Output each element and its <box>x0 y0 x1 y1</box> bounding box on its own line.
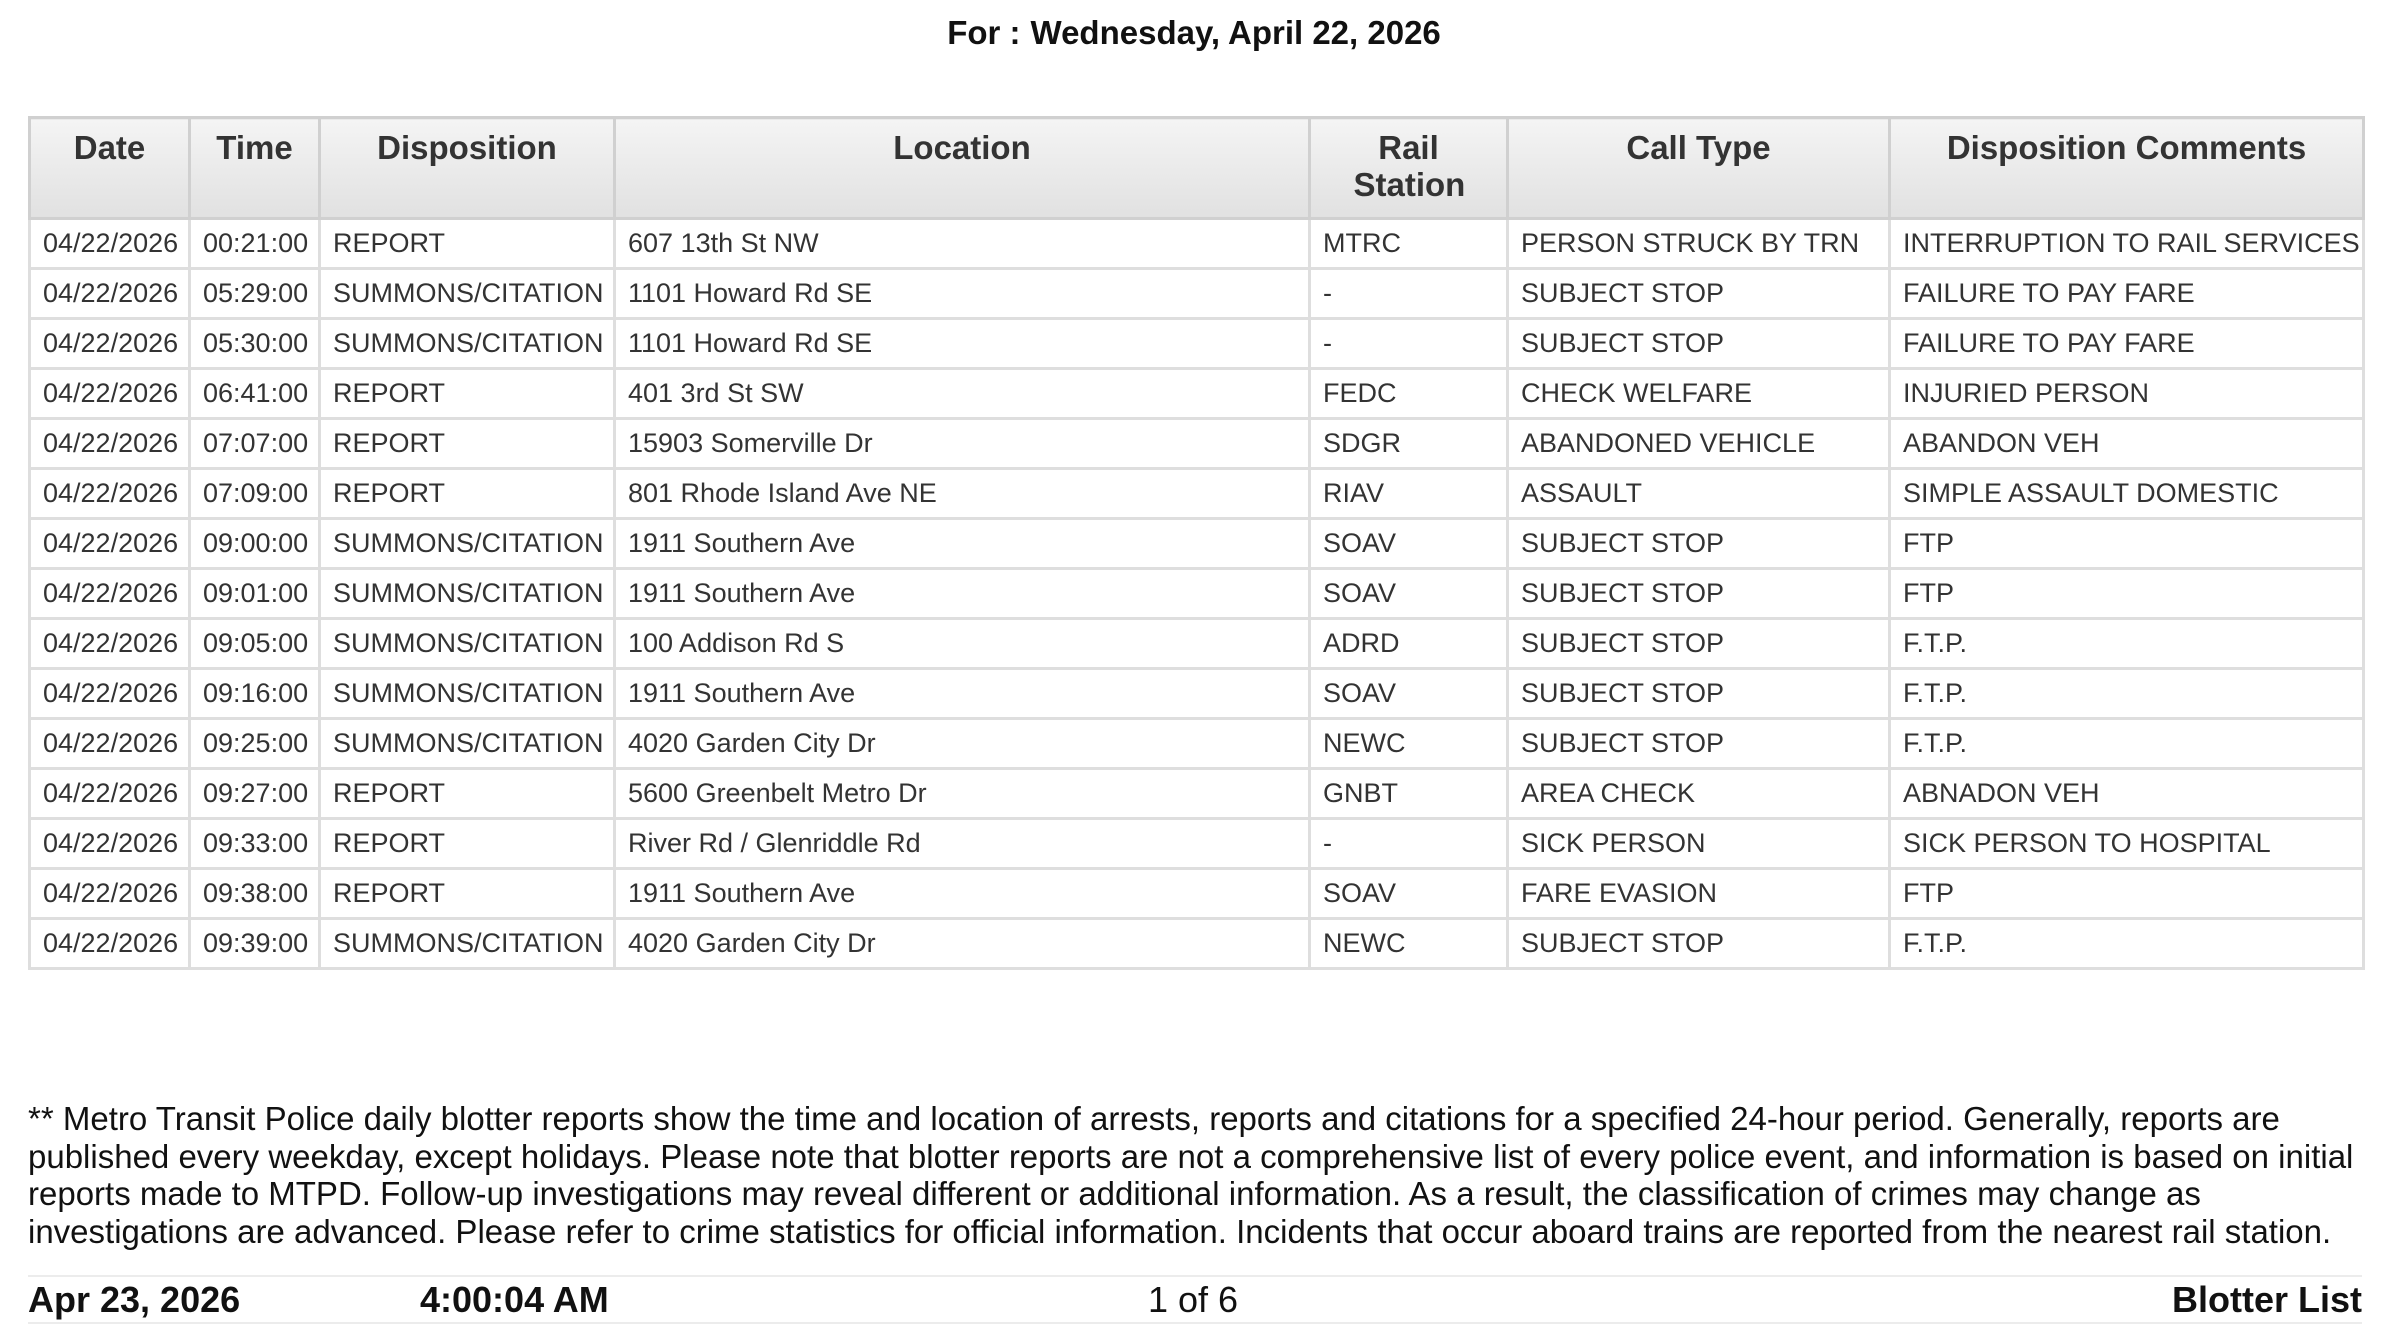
cell-date: 04/22/2026 <box>30 469 190 519</box>
cell-disposition: SUMMONS/CITATION <box>320 569 615 619</box>
cell-date: 04/22/2026 <box>30 669 190 719</box>
page-footer <box>28 1275 2362 1324</box>
cell-call-type: SICK PERSON <box>1508 819 1890 869</box>
cell-date: 04/22/2026 <box>30 419 190 469</box>
cell-disposition-comments: F.T.P. <box>1890 919 2364 969</box>
col-header-location: Location <box>615 118 1310 219</box>
cell-rail-station: NEWC <box>1310 719 1508 769</box>
cell-rail-station: RIAV <box>1310 469 1508 519</box>
cell-location: 801 Rhode Island Ave NE <box>615 469 1310 519</box>
table-row <box>30 769 2364 819</box>
cell-rail-station: - <box>1310 319 1508 369</box>
cell-disposition-comments: SIMPLE ASSAULT DOMESTIC <box>1890 469 2364 519</box>
cell-location: 1911 Southern Ave <box>615 669 1310 719</box>
cell-rail-station: - <box>1310 269 1508 319</box>
cell-disposition-comments: FTP <box>1890 569 2364 619</box>
table-row <box>30 819 2364 869</box>
cell-time: 09:33:00 <box>190 819 320 869</box>
cell-disposition: SUMMONS/CITATION <box>320 669 615 719</box>
cell-rail-station: - <box>1310 819 1508 869</box>
cell-call-type: FARE EVASION <box>1508 869 1890 919</box>
table-row <box>30 469 2364 519</box>
cell-call-type: ASSAULT <box>1508 469 1890 519</box>
cell-call-type: SUBJECT STOP <box>1508 269 1890 319</box>
blotter-table <box>28 116 2365 970</box>
cell-rail-station: FEDC <box>1310 369 1508 419</box>
cell-rail-station: ADRD <box>1310 619 1508 669</box>
cell-time: 09:39:00 <box>190 919 320 969</box>
table-header-row <box>30 118 2364 219</box>
cell-call-type: PERSON STRUCK BY TRN <box>1508 219 1890 269</box>
cell-location: 1911 Southern Ave <box>615 519 1310 569</box>
cell-date: 04/22/2026 <box>30 619 190 669</box>
cell-time: 00:21:00 <box>190 219 320 269</box>
cell-disposition: SUMMONS/CITATION <box>320 619 615 669</box>
cell-disposition: REPORT <box>320 219 615 269</box>
cell-time: 09:38:00 <box>190 869 320 919</box>
cell-time: 07:09:00 <box>190 469 320 519</box>
cell-rail-station: SDGR <box>1310 419 1508 469</box>
cell-location: 4020 Garden City Dr <box>615 719 1310 769</box>
cell-disposition-comments: ABNADON VEH <box>1890 769 2364 819</box>
cell-location: 5600 Greenbelt Metro Dr <box>615 769 1310 819</box>
table-row <box>30 219 2364 269</box>
cell-disposition-comments: F.T.P. <box>1890 669 2364 719</box>
table-row <box>30 369 2364 419</box>
table-row <box>30 269 2364 319</box>
table-row <box>30 569 2364 619</box>
table-row <box>30 869 2364 919</box>
footer-time: 4:00:04 AM <box>420 1279 609 1320</box>
cell-disposition: REPORT <box>320 769 615 819</box>
cell-location: 4020 Garden City Dr <box>615 919 1310 969</box>
cell-location: 1101 Howard Rd SE <box>615 269 1310 319</box>
report-title <box>0 14 2388 52</box>
cell-date: 04/22/2026 <box>30 719 190 769</box>
cell-location: 1911 Southern Ave <box>615 869 1310 919</box>
cell-date: 04/22/2026 <box>30 869 190 919</box>
col-header-rail-station-text: Rail Station <box>1353 129 1466 203</box>
cell-date: 04/22/2026 <box>30 319 190 369</box>
cell-disposition-comments: INJURIED PERSON <box>1890 369 2364 419</box>
cell-rail-station: GNBT <box>1310 769 1508 819</box>
cell-time: 06:41:00 <box>190 369 320 419</box>
table-row <box>30 519 2364 569</box>
cell-call-type: SUBJECT STOP <box>1508 319 1890 369</box>
cell-date: 04/22/2026 <box>30 269 190 319</box>
cell-call-type: AREA CHECK <box>1508 769 1890 819</box>
cell-disposition: REPORT <box>320 369 615 419</box>
cell-location: 607 13th St NW <box>615 219 1310 269</box>
cell-time: 05:30:00 <box>190 319 320 369</box>
footer-date: Apr 23, 2026 <box>28 1279 241 1320</box>
cell-disposition: REPORT <box>320 819 615 869</box>
cell-date: 04/22/2026 <box>30 769 190 819</box>
col-header-disposition: Disposition <box>320 118 615 219</box>
table-body <box>30 219 2364 969</box>
cell-call-type: SUBJECT STOP <box>1508 669 1890 719</box>
cell-disposition: REPORT <box>320 869 615 919</box>
disclaimer-note: ** Metro Transit Police daily blotter reports show the time and location of arrests, reports and citations for a specified 24-hour period. Generally, reports are published every weekday, except holidays. Please note that blotter reports are not a comprehensive list of every police event, and information is based on initial reports made to MTPD. Follow-up investigations may reveal different or additional information. As a result, the classification of crimes may change as investigations are advanced. Please refer to crime statistics for official information. Incidents that occur aboard trains are reported from the nearest rail station. <box>28 1100 2354 1250</box>
cell-disposition: SUMMONS/CITATION <box>320 269 615 319</box>
cell-disposition: SUMMONS/CITATION <box>320 919 615 969</box>
col-header-date: Date <box>30 118 190 219</box>
table-row <box>30 619 2364 669</box>
col-header-rail-station <box>1310 118 1508 219</box>
cell-date: 04/22/2026 <box>30 819 190 869</box>
cell-date: 04/22/2026 <box>30 369 190 419</box>
table-row <box>30 919 2364 969</box>
cell-rail-station: SOAV <box>1310 669 1508 719</box>
cell-location: 1911 Southern Ave <box>615 569 1310 619</box>
cell-call-type: SUBJECT STOP <box>1508 919 1890 969</box>
table-row <box>30 319 2364 369</box>
cell-rail-station: SOAV <box>1310 569 1508 619</box>
cell-time: 09:01:00 <box>190 569 320 619</box>
cell-rail-station: SOAV <box>1310 869 1508 919</box>
cell-time: 09:00:00 <box>190 519 320 569</box>
cell-disposition-comments: F.T.P. <box>1890 719 2364 769</box>
col-header-call-type: Call Type <box>1508 118 1890 219</box>
cell-disposition: REPORT <box>320 469 615 519</box>
cell-location: 401 3rd St SW <box>615 369 1310 419</box>
cell-disposition-comments: FTP <box>1890 519 2364 569</box>
table-row <box>30 419 2364 469</box>
cell-disposition: SUMMONS/CITATION <box>320 719 615 769</box>
cell-call-type: SUBJECT STOP <box>1508 569 1890 619</box>
cell-disposition-comments: FAILURE TO PAY FARE <box>1890 269 2364 319</box>
cell-time: 05:29:00 <box>190 269 320 319</box>
cell-time: 07:07:00 <box>190 419 320 469</box>
cell-location: 15903 Somerville Dr <box>615 419 1310 469</box>
cell-time: 09:16:00 <box>190 669 320 719</box>
cell-time: 09:27:00 <box>190 769 320 819</box>
cell-call-type: SUBJECT STOP <box>1508 719 1890 769</box>
cell-call-type: ABANDONED VEHICLE <box>1508 419 1890 469</box>
cell-disposition-comments: ABANDON VEH <box>1890 419 2364 469</box>
report-title-label: For : <box>947 14 1021 51</box>
cell-date: 04/22/2026 <box>30 569 190 619</box>
col-header-time: Time <box>190 118 320 219</box>
cell-call-type: SUBJECT STOP <box>1508 619 1890 669</box>
table-row <box>30 669 2364 719</box>
col-header-disposition-comments: Disposition Comments <box>1890 118 2364 219</box>
cell-date: 04/22/2026 <box>30 919 190 969</box>
cell-date: 04/22/2026 <box>30 219 190 269</box>
cell-location: River Rd / Glenriddle Rd <box>615 819 1310 869</box>
cell-disposition: REPORT <box>320 419 615 469</box>
cell-call-type: CHECK WELFARE <box>1508 369 1890 419</box>
cell-disposition-comments: F.T.P. <box>1890 619 2364 669</box>
cell-time: 09:05:00 <box>190 619 320 669</box>
cell-disposition-comments: FTP <box>1890 869 2364 919</box>
cell-disposition-comments: FAILURE TO PAY FARE <box>1890 319 2364 369</box>
cell-disposition-comments: SICK PERSON TO HOSPITAL <box>1890 819 2364 869</box>
cell-disposition-comments: INTERRUPTION TO RAIL SERVICES <box>1890 219 2364 269</box>
report-date: Wednesday, April 22, 2026 <box>1030 14 1441 51</box>
cell-time: 09:25:00 <box>190 719 320 769</box>
cell-rail-station: NEWC <box>1310 919 1508 969</box>
cell-call-type: SUBJECT STOP <box>1508 519 1890 569</box>
footer-report-name: Blotter List <box>2171 1279 2362 1320</box>
footer-page-number: 1 of 6 <box>1148 1279 1239 1320</box>
cell-rail-station: MTRC <box>1310 219 1508 269</box>
cell-date: 04/22/2026 <box>30 519 190 569</box>
cell-location: 1101 Howard Rd SE <box>615 319 1310 369</box>
table-row <box>30 719 2364 769</box>
cell-disposition: SUMMONS/CITATION <box>320 319 615 369</box>
cell-disposition: SUMMONS/CITATION <box>320 519 615 569</box>
cell-rail-station: SOAV <box>1310 519 1508 569</box>
cell-location: 100 Addison Rd S <box>615 619 1310 669</box>
